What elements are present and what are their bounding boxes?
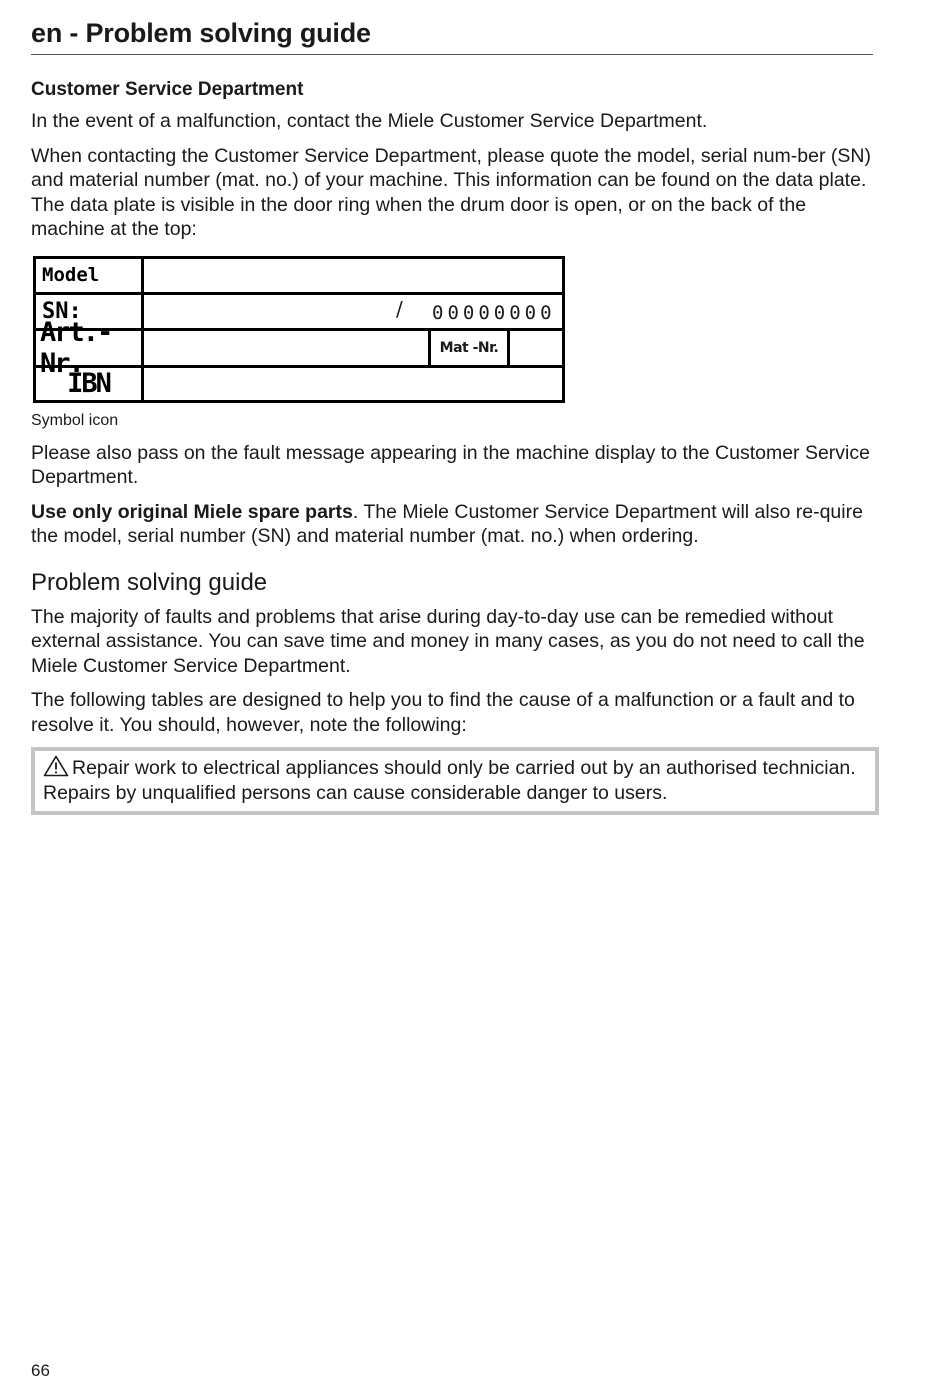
spare-parts-rest: . The Miele Customer Service Department will also re-quire the model, serial number (SN) and material number (mat. no.) when ordering.: [31, 500, 863, 547]
figure-caption: Symbol icon: [31, 411, 119, 429]
data-plate-row-model: [36, 259, 562, 295]
spare-parts-bold: Use only original Miele spare parts: [31, 500, 353, 523]
customer-service-paragraph-1: In the event of a malfunction, contact the Miele Customer Service Department.: [31, 110, 708, 132]
warning-triangle-icon: [43, 755, 69, 777]
art-nr-label: Art.-Nr.: [36, 331, 144, 365]
data-plate-row-art: [36, 316, 562, 379]
warning-box: [31, 747, 879, 815]
problem-solving-paragraph-1: The majority of faults and problems that arise during day-to-day use can be remedied without external assistance. You can save time and money in many cases, as you do not need to call the Miele Customer Service Department.: [31, 605, 865, 677]
data-plate: [33, 256, 565, 403]
customer-service-paragraph-2: When contacting the Customer Service Department, please quote the model, serial num-ber (SN) and material number (mat. no.) of your machine. This information can be found on the data plate. The data plate is visible in the door ring when the drum door is open, or on the back of the machine at the top:: [31, 144, 871, 240]
page-number: 66: [31, 1361, 50, 1380]
page-content: [31, 78, 879, 815]
page-title: en - Problem solving guide: [31, 18, 371, 48]
page-header: [31, 18, 873, 55]
sn-value: 00000000: [432, 301, 556, 324]
problem-solving-paragraph-2: The following tables are designed to help you to find the cause of a malfunction or a fault and to resolve it. You should, however, note the following:: [31, 689, 855, 736]
spare-parts-paragraph: [31, 500, 879, 549]
model-label: Model: [36, 259, 144, 292]
sn-label: SN:: [36, 295, 144, 328]
mat-nr-label: Mat -Nr.: [428, 331, 510, 365]
customer-service-heading: Customer Service Department: [31, 79, 304, 100]
problem-solving-heading: Problem solving guide: [31, 568, 268, 596]
sn-slash: /: [396, 296, 403, 321]
data-plate-row-ibn: [36, 368, 562, 400]
fault-message-paragraph: Please also pass on the fault message appearing in the machine display to the Customer Service Department.: [31, 441, 870, 488]
ibn-label: IBN: [36, 368, 144, 400]
warning-text: Repair work to electrical appliances should only be carried out by an authorised technician. Repairs by unqualified persons can cause considerable danger to users.: [43, 757, 856, 804]
